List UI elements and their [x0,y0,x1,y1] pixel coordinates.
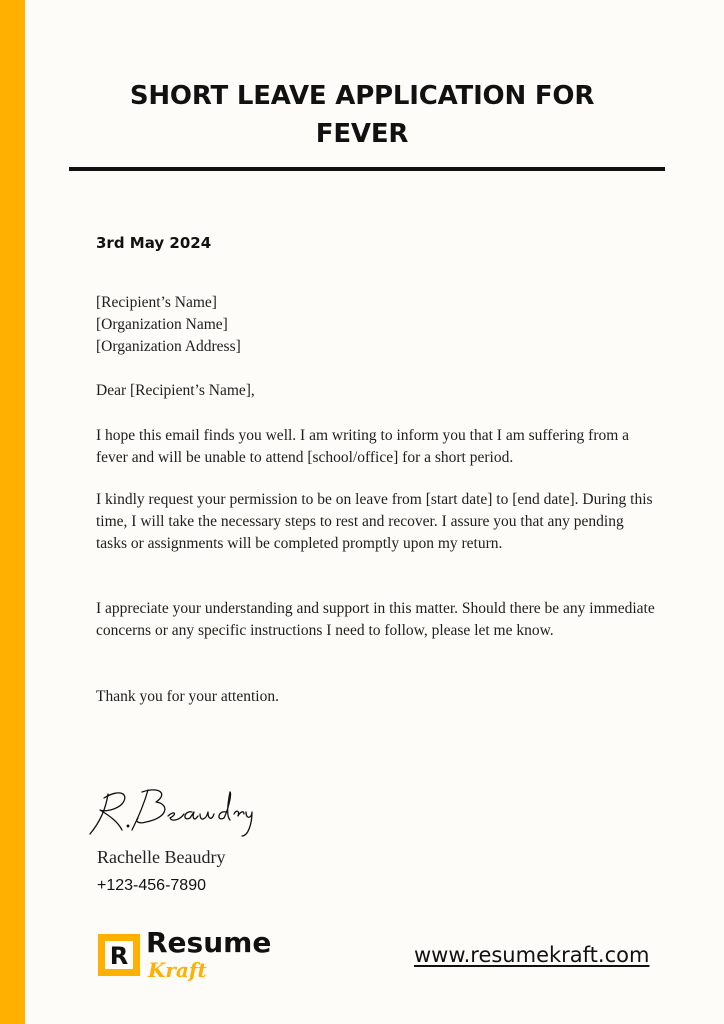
logo-text-kraft: Kraft [148,958,207,982]
sender-phone: +123-456-7890 [97,877,206,894]
website-link[interactable]: www.resumekraft.com [414,943,650,967]
page-title [60,77,664,153]
body-paragraph-3: I appreciate your understanding and support in this matter. Should there be any immediate concerns or any specific instructions I need to follow, please let me know. [96,600,655,639]
recipient-organization: [Organization Name] [96,316,228,333]
logo-text-resume: Resume [146,926,272,959]
handwritten-signature [84,780,254,840]
title-line-1: SHORT LEAVE APPLICATION FOR [129,81,595,111]
recipient-address: [Organization Address] [96,338,241,355]
body-paragraph-2: I kindly request your permission to be on leave from [start date] to [end date]. During this time, I will take the necessary steps to rest and recover. I assure you that any pending tasks or assignments will be completed promptly upon my return. [96,491,653,552]
resumekraft-logo-icon [96,932,142,978]
sender-name: Rachelle Beaudry [97,847,226,867]
recipient-name: [Recipient’s Name] [96,294,217,311]
title-line-2: FEVER [315,119,409,149]
closing-line: Thank you for your attention. [96,688,279,705]
letter-date: 3rd May 2024 [96,234,212,252]
body-paragraph-1: I hope this email finds you well. I am writing to inform you that I am suffering from a fever and will be unable to attend [school/office] for a short period. [96,427,630,466]
recipient-block [96,292,241,358]
salutation: Dear [Recipient’s Name], [96,382,255,399]
accent-sidebar [0,0,25,1024]
logo-mark-letter: R [109,942,129,970]
title-divider [69,167,665,171]
